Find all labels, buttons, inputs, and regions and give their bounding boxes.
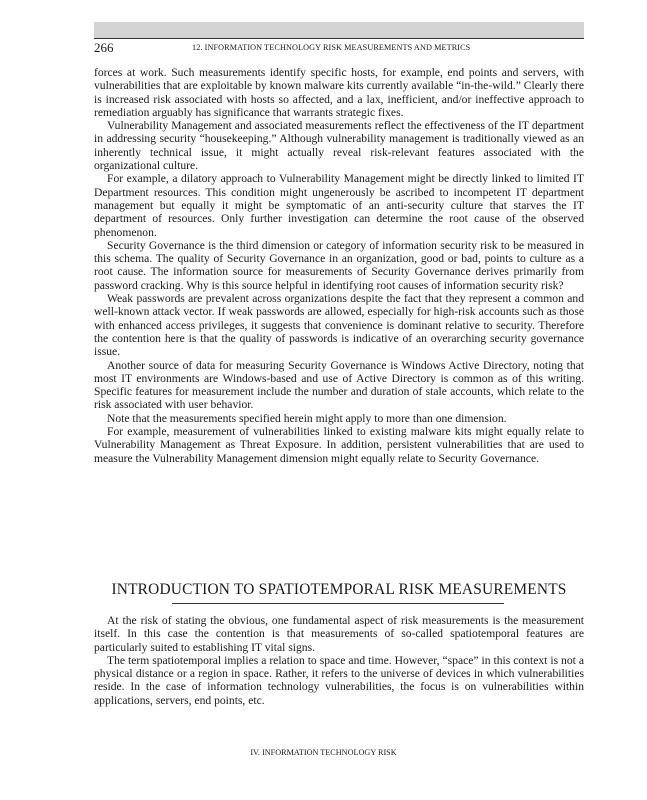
header-band <box>94 22 584 38</box>
paragraph: Weak passwords are prevalent across organizations despite the fact that they represent a common and well-known attack vector. If weak passwords are allowed, especially for high-risk accounts such as those with enhanced access privileges, it suggests that convenience is dominant relative to security. Therefore the contention here is that the quality of passwords is indicative of an overarching security governance issue. <box>94 292 584 359</box>
body-text <box>94 66 584 465</box>
running-head: 12. INFORMATION TECHNOLOGY RISK MEASUREMENTS AND METRICS <box>192 43 471 52</box>
paragraph: Another source of data for measuring Security Governance is Windows Active Directory, noting that most IT environments are Windows-based and use of Active Directory is common as of this writing. Specific features for measurement include the number and duration of stale accounts, which relate to the risk associated with user behavior. <box>94 358 584 412</box>
paragraph: At the risk of stating the obvious, one fundamental aspect of risk measurements is the measurement itself. In this case the contention is that measurements of so-called spatiotemporal features are particularly suited to establishing IT vital signs. <box>94 614 584 654</box>
paragraph: Security Governance is the third dimension or category of information security risk to be measured in this schema. The quality of Security Governance in an organization, good or bad, points to culture as a root cause. The information source for measurements of Security Governance derives primarily from password cracking. Why is this source helpful in identifying root causes of information security risk? <box>94 238 584 292</box>
section-text <box>94 614 584 707</box>
paragraph: The term spatiotemporal implies a relation to space and time. However, “space” in this context is not a physical distance or a region in space. Rather, it refers to the universe of devices in which vulnerabilities reside. In the case of information technology vulnerabilities, the focus is on vulnerabilities within applications, servers, end points, etc. <box>94 653 584 707</box>
paragraph: forces at work. Such measurements identify specific hosts, for example, end points and servers, with vulnerabilities that are exploitable by known malware kits currently available “in-the-wild.” Clearly there is increased risk associated with hosts so affected, and a lax, inefficient, and/or ineffective approach to remediation arguably has significance that warrants strategic fixes. <box>94 66 584 119</box>
heading-rule <box>172 603 504 604</box>
page-number: 266 <box>94 40 114 55</box>
paragraph: For example, a dilatory approach to Vulnerability Management might be directly linked to limited IT Department resources. This condition might ungenerously be ascribed to incompetent IT department management but equally it might be symptomatic of an anti-security culture that starves the IT department of resources. Only further investigation can determine the root cause of the observed phenomenon. <box>94 172 584 239</box>
section-heading: INTRODUCTION TO SPATIOTEMPORAL RISK MEASUREMENTS <box>111 581 567 598</box>
header-rule <box>94 38 584 39</box>
paragraph: Vulnerability Management and associated measurements reflect the effectiveness of the IT department in addressing security “housekeeping.” Although vulnerability management is traditionally viewed as an inherently technical issue, it might actually reveal risk-relevant features associated with the organizational culture. <box>94 119 584 173</box>
running-footer: IV. INFORMATION TECHNOLOGY RISK <box>250 748 397 757</box>
paragraph: For example, measurement of vulnerabilities linked to existing malware kits might equally relate to Vulnerability Management as Threat Exposure. In addition, persistent vulnerabilities that are used to measure the Vulnerability Management dimension might equally relate to Security Governance. <box>94 425 584 465</box>
paragraph: Note that the measurements specified herein might apply to more than one dimension. <box>107 411 507 425</box>
